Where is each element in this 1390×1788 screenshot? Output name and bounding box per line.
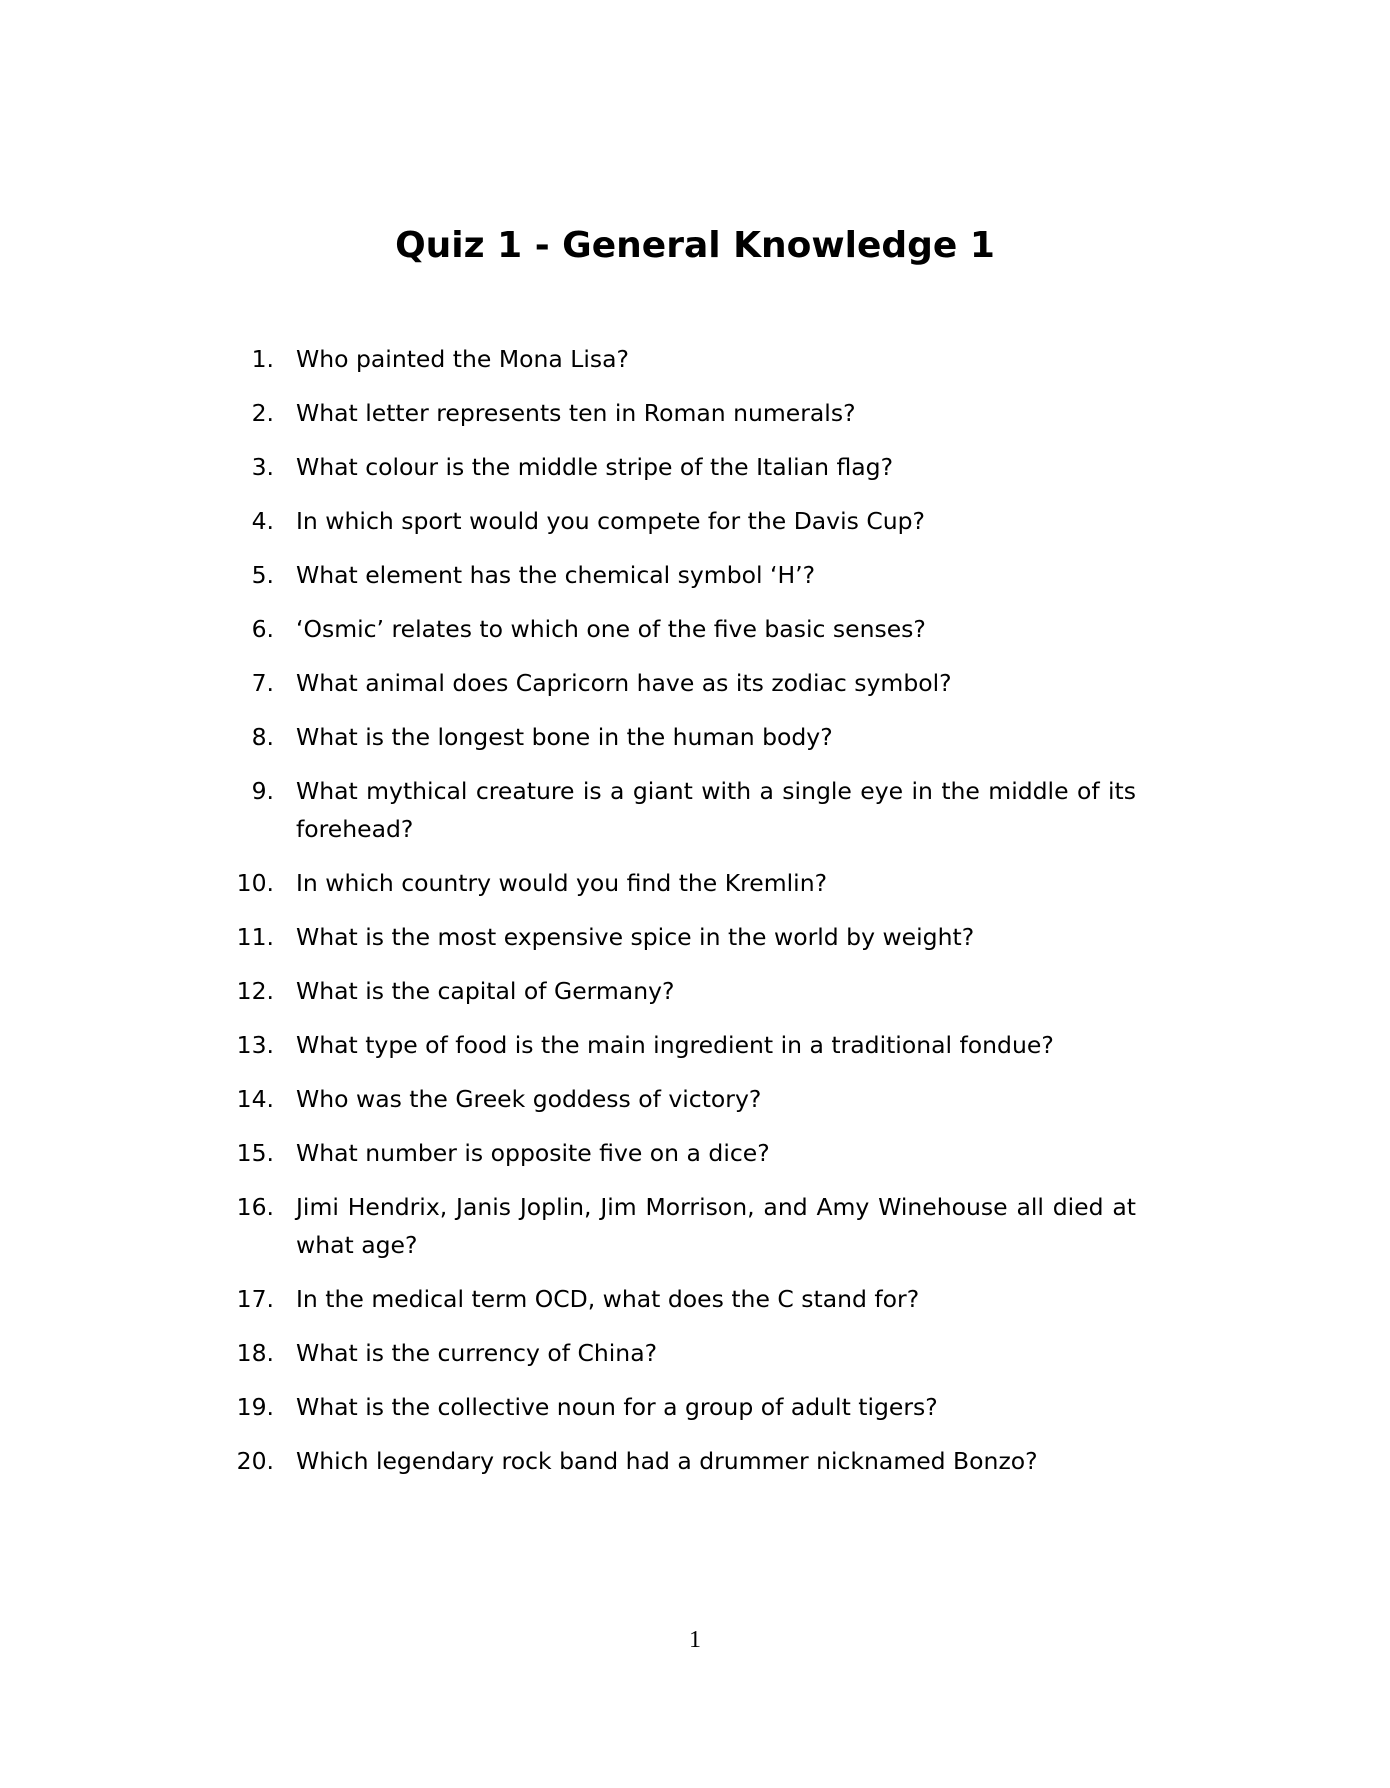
page-number: 1	[689, 1627, 701, 1653]
question-item	[0, 610, 1390, 648]
question-text: What is the most expensive spice in the world by weight?	[296, 923, 975, 951]
question-number: 8.	[251, 723, 274, 751]
question-text: What colour is the middle stripe of the Italian flag?	[296, 453, 894, 481]
question-text: What letter represents ten in Roman numerals?	[296, 399, 856, 427]
question-number: 11.	[236, 923, 274, 951]
question-number: 12.	[236, 977, 274, 1005]
question-text: What number is opposite five on a dice?	[296, 1139, 770, 1167]
question-text: What animal does Capricorn have as its zodiac symbol?	[296, 669, 952, 697]
question-text: In the medical term OCD, what does the C stand for?	[296, 1285, 920, 1313]
question-item	[0, 1334, 1390, 1372]
question-text: What is the longest bone in the human body?	[296, 723, 833, 751]
question-item	[0, 918, 1390, 956]
question-number: 20.	[236, 1447, 274, 1475]
question-item	[0, 502, 1390, 540]
question-number: 14.	[236, 1085, 274, 1113]
question-item	[0, 340, 1390, 378]
question-number: 1.	[251, 345, 274, 373]
question-text: Jimi Hendrix, Janis Joplin, Jim Morrison, and Amy Winehouse all died at what age?	[296, 1193, 1136, 1259]
question-number: 6.	[251, 615, 274, 643]
question-number: 3.	[251, 453, 274, 481]
question-item	[0, 664, 1390, 702]
question-text: What is the capital of Germany?	[296, 977, 675, 1005]
question-number: 9.	[251, 777, 274, 805]
question-number: 10.	[236, 869, 274, 897]
question-list	[0, 340, 1390, 1496]
question-number: 18.	[236, 1339, 274, 1367]
question-number: 15.	[236, 1139, 274, 1167]
question-text: Who painted the Mona Lisa?	[296, 345, 629, 373]
question-number: 4.	[251, 507, 274, 535]
question-text: What type of food is the main ingredient in a traditional fondue?	[296, 1031, 1054, 1059]
question-item	[0, 772, 1390, 848]
question-item	[0, 972, 1390, 1010]
question-text: ‘Osmic’ relates to which one of the five basic senses?	[296, 615, 926, 643]
question-number: 13.	[236, 1031, 274, 1059]
question-number: 2.	[251, 399, 274, 427]
question-text: What is the currency of China?	[296, 1339, 658, 1367]
page-title: Quiz 1 - General Knowledge 1	[395, 225, 995, 266]
question-item	[0, 1280, 1390, 1318]
question-item	[0, 864, 1390, 902]
question-text: In which country would you find the Kremlin?	[296, 869, 828, 897]
question-item	[0, 1388, 1390, 1426]
question-text: Which legendary rock band had a drummer nicknamed Bonzo?	[296, 1447, 1038, 1475]
question-text: Who was the Greek goddess of victory?	[296, 1085, 762, 1113]
question-text: What mythical creature is a giant with a single eye in the middle of its forehead?	[296, 777, 1136, 843]
question-text: What is the collective noun for a group of adult tigers?	[296, 1393, 938, 1421]
question-item	[0, 1442, 1390, 1480]
question-item	[0, 1080, 1390, 1118]
question-item	[0, 556, 1390, 594]
question-item	[0, 1026, 1390, 1064]
question-number: 16.	[236, 1193, 274, 1221]
question-item	[0, 1134, 1390, 1172]
question-item	[0, 718, 1390, 756]
question-text: In which sport would you compete for the Davis Cup?	[296, 507, 926, 535]
question-item	[0, 394, 1390, 432]
question-number: 17.	[236, 1285, 274, 1313]
question-number: 5.	[251, 561, 274, 589]
question-number: 7.	[251, 669, 274, 697]
question-item	[0, 1188, 1390, 1264]
question-item	[0, 448, 1390, 486]
question-text: What element has the chemical symbol ‘H’?	[296, 561, 816, 589]
question-number: 19.	[236, 1393, 274, 1421]
